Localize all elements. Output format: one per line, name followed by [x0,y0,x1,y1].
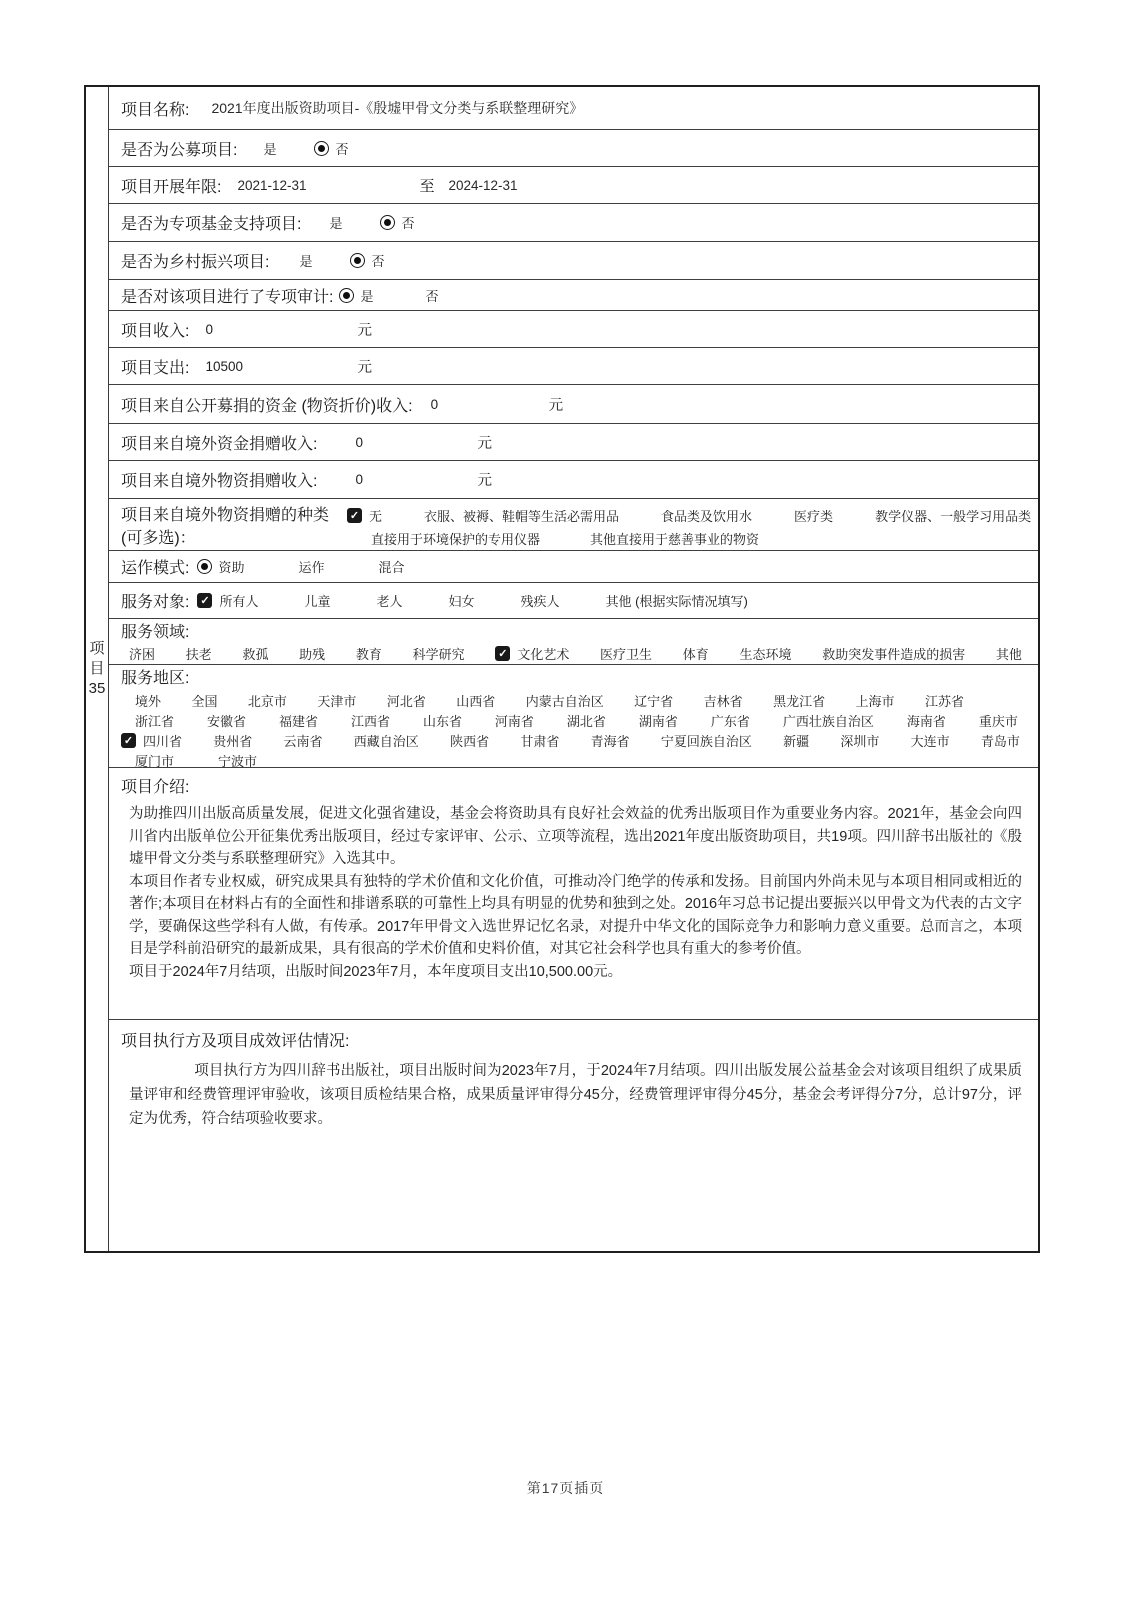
option [840,731,879,750]
option-label: 江苏省 [924,693,964,709]
option [413,644,465,663]
option [856,691,895,710]
option [521,591,560,610]
radio-selected-icon [314,141,329,156]
option [822,644,965,663]
option-label: 食品类及饮用水 [661,509,753,524]
service-target-label: 服务对象: [121,594,190,611]
option-label: 湖南省 [638,713,678,729]
side-label-project-35 [86,87,109,1251]
option-selected [197,557,244,576]
option [911,731,950,750]
option [207,711,246,730]
side-label-char: 项 [89,640,105,657]
option-label: 上海市 [855,693,895,709]
option-label: 生态环境 [739,647,792,662]
option [591,731,630,750]
option-label: 广东省 [710,713,750,729]
option-selected [380,213,414,232]
goods-types-options-block [335,504,1032,550]
period-label: 项目开展年限: [121,178,222,196]
option [424,506,619,525]
option [520,731,559,750]
option-label: 山西省 [456,693,496,709]
option-label: 直接用于环境保护的专用仪器 [371,532,541,547]
option-label: 广西壮族自治区 [782,713,874,729]
option-label: 山东省 [422,713,462,729]
option [783,711,874,730]
overseas-fund-value: 0 [355,434,363,450]
option [135,691,161,710]
option [191,691,217,710]
option-checked [121,731,182,750]
option-label: 是 [329,216,343,231]
option [242,644,268,663]
side-label-char: 目 [89,660,105,677]
radio-dot [318,145,325,152]
option-label: 青岛市 [980,733,1020,749]
radio-selected-icon [339,288,354,303]
service-target-options [197,591,747,610]
row-is-public-fundraising [109,130,1038,167]
option-label: 境外 [135,693,162,709]
option-label: 湖北省 [566,713,606,729]
option-label: 运作 [298,560,325,575]
option [135,751,174,769]
special-fund-options [329,213,414,232]
option [639,711,678,730]
option-label: 其他直接用于慈善事业的物资 [590,532,760,547]
public-donation-value: 0 [430,396,439,412]
option-label: 吉林省 [703,693,743,709]
project-name-label: 项目名称: [121,101,190,119]
option-label: 黑龙江省 [773,693,826,709]
option-label: 残疾人 [520,594,560,609]
option [875,506,1031,525]
option-label: 教学仪器、一般学习用品类 [875,509,1032,524]
option [783,731,809,750]
option [298,557,324,576]
option-label: 扶老 [185,647,212,662]
row-service-area [109,665,1038,768]
option-label: 其他 [995,647,1022,662]
checkbox-checked-icon: ✓ [495,646,510,661]
option-label: 妇女 [448,594,475,609]
option [590,529,759,548]
option-label: 否 [371,254,385,269]
option [186,644,212,663]
checkbox-checked-icon: ✓ [347,508,362,523]
side-label-number: 35 [88,680,106,697]
special-fund-label: 是否为专项基金支持项目: [121,216,302,233]
option [495,711,534,730]
row-overseas-goods-types [109,499,1038,551]
option-label: 科学研究 [412,647,465,662]
service-area-line-4 [121,750,1026,768]
option [378,557,404,576]
option-label: 老人 [376,594,403,609]
option [606,591,748,610]
goods-types-label-line2: (可多选)： [121,530,196,547]
row-rural-revitalization [109,242,1038,280]
audit-options [339,286,438,305]
option [371,529,540,548]
service-area-label: 服务地区: [121,670,190,687]
form-main-column [109,87,1038,1251]
expense-label: 项目支出: [121,359,190,377]
option [449,591,475,610]
option [526,691,604,710]
option-label: 河北省 [386,693,426,709]
option-selected [339,286,373,305]
radio-dot [354,257,361,264]
option-label: 儿童 [304,594,331,609]
option [704,691,743,710]
option-checked [347,506,382,525]
operation-mode-label: 运作模式: [121,560,190,577]
row-special-audit [109,280,1038,311]
project-name-value: 2021年度出版资助项目-《殷墟甲骨文分类与系联整理研究》 [211,100,584,116]
option-label: 否 [335,141,349,157]
row-service-target [109,583,1038,619]
option-label: 衣服、被褥、鞋帽等生活必需用品 [424,509,620,524]
service-area-line-1 [121,690,1026,710]
radio-selected-icon [350,253,365,268]
is-public-label: 是否为公募项目: [121,141,238,159]
option-label: 重庆市 [978,713,1018,729]
option-label: 福建省 [278,713,318,729]
option [711,711,750,730]
radio-selected-icon [380,215,395,230]
is-public-options [263,139,348,158]
option-label: 贵州省 [213,733,253,749]
option-label: 所有人 [219,594,259,609]
row-project-period [109,167,1038,204]
goods-types-label-block [121,504,335,550]
option-label: 安徽省 [206,713,246,729]
option [248,691,287,710]
option-label: 全国 [191,693,218,709]
option-label: 济困 [129,647,156,662]
row-project-name [109,87,1038,130]
option [351,711,390,730]
option-checked [197,591,258,610]
option-label: 海南省 [906,713,946,729]
period-to-label: 至 [419,177,435,195]
option-label: 内蒙古自治区 [525,693,604,709]
public-donation-unit: 元 [548,397,564,414]
row-public-donation-income [109,385,1038,424]
option [567,711,606,730]
radio-dot [201,563,208,570]
period-end-date: 2024-12-31 [448,177,518,193]
page-number-footer: 第17页插页 [526,1480,605,1496]
option [387,691,426,710]
option [135,711,174,730]
option-label: 浙江省 [135,713,175,729]
evaluation-paragraph: 项目执行方为四川辞书出版社，项目出版时间为2023年7月，于2024年7月结项。四川出版发展公益基金会对该项目组织了成果质量评审和经费管理评审验收，该项目质检结果合格，成果质量评审得分45分，经费管理评审得分45分，基金会考评得分7分，总计97分，评定为优秀，符合结项验收要求。 [129,1063,1022,1127]
option [925,691,964,710]
row-evaluation [109,1020,1038,1251]
option-label: 无 [369,509,383,524]
option [279,711,318,730]
option-label: 其他 (根据实际情况填写) [605,594,748,609]
option-checked [495,644,569,663]
service-area-line-3 [121,730,1026,750]
option [329,213,342,232]
option [356,644,382,663]
option-selected [350,251,384,270]
option [794,506,833,525]
period-start-date: 2021-12-31 [237,177,307,193]
option-label: 新疆 [783,733,810,749]
option-label: 文化艺术 [517,647,570,662]
option-label: 医疗类 [794,509,834,524]
overseas-fund-unit: 元 [477,435,492,452]
option-label: 四川省 [143,733,183,749]
option [299,644,325,663]
overseas-goods-value: 0 [355,472,363,487]
checkbox-checked-icon: ✓ [121,733,136,748]
option-label: 江西省 [350,713,390,729]
option-label: 医疗卫生 [600,647,653,662]
option [218,751,257,769]
option-label: 青海省 [590,733,630,749]
overseas-goods-label: 项目来自境外物资捐赠收入: [121,473,318,490]
row-project-expense [109,348,1038,385]
option [600,644,652,663]
option [981,731,1020,750]
option [634,691,673,710]
public-donation-label: 项目来自公开募捐的资金 (物资折价)收入: [121,397,413,415]
option [213,731,252,750]
service-area-line-2 [121,710,1026,730]
goods-types-label-line1: 项目来自境外物资捐赠的种类 [121,507,330,524]
option-label: 天津市 [317,693,357,709]
option [661,731,752,750]
option-label: 陕西省 [450,733,490,749]
option-label: 云南省 [283,733,323,749]
service-field-options [121,643,1026,664]
option [661,506,752,525]
option [425,286,438,305]
option [907,711,946,730]
option [129,644,155,663]
row-special-fund [109,204,1038,242]
overseas-goods-unit: 元 [477,473,492,489]
intro-paragraph-3: 项目于2024年7月结项，出版时间2023年7月，本年度项目支出10,500.00元。 [129,963,623,980]
income-unit: 元 [357,322,372,339]
option-label: 是 [263,141,277,157]
option [299,251,312,270]
option [263,139,276,158]
option [683,644,709,663]
row-overseas-fund-income [109,424,1038,461]
radio-dot [343,292,350,299]
option-label: 宁夏回族自治区 [660,733,752,749]
overseas-fund-label: 项目来自境外资金捐赠收入: [121,435,318,453]
intro-paragraph-2: 本项目作者专业权威，研究成果具有独特的学术价值和文化价值，可推动冷门绝学的传承和发扬。目前国内外尚未见与本项目相同或相近的著作;本项目在材料占有的全面性和排谱系联的可靠性上均具有明显的优势和独到之处。2016年习总书记提出要振兴以甲骨文为代表的古文字学，要确保这些学科有人做，有传承。2017年甲骨文入选世界记忆名录，对提升中华文化的国际竞争力和影响力意义重要。总而言之，本项目是学科前沿研究的最新成果，具有很高的学术价值和史料价值，对其它社会科学也具有重大的参考价值。 [129,873,1022,957]
radio-selected-icon [197,559,212,574]
option-label: 北京市 [247,693,287,709]
row-service-field [109,619,1038,665]
option-label: 否 [425,288,439,304]
option-label: 教育 [355,647,382,662]
goods-types-options-line1 [347,504,1032,527]
option [284,731,323,750]
option-selected [314,139,348,158]
row-operation-mode [109,551,1038,583]
option-label: 厦门市 [135,753,175,768]
radio-dot [384,219,391,226]
goods-types-options-line2 [371,527,1026,550]
project-intro-label: 项目介绍: [121,779,190,796]
option [456,691,495,710]
option-label: 是 [299,254,313,269]
evaluation-label: 项目执行方及项目成效评估情况: [121,1033,350,1050]
option [450,731,489,750]
option [376,591,402,610]
option-label: 宁波市 [218,753,258,768]
option-label: 河南省 [494,713,534,729]
option-label: 甘肃省 [520,733,560,749]
option-label: 混合 [378,560,405,575]
intro-paragraph-1: 为助推四川出版高质量发展，促进文化强省建设，基金会将资助具有良好社会效益的优秀出版项目作为重要业务内容。2021年，基金会向四川省内出版单位公开征集优秀出版项目，经过专家评审、公示、立项等流程，选出2021年度出版资助项目，共19项。四川辞书出版社的《殷墟甲骨文分类与系联整理研究》入选其中。 [129,806,1022,867]
option-label: 大连市 [910,733,950,749]
option [317,691,356,710]
option-label: 辽宁省 [634,693,674,709]
option [423,711,462,730]
option-label: 救孤 [242,647,269,662]
option-label: 是 [360,288,374,304]
expense-value: 10500 [205,358,243,374]
row-overseas-goods-income [109,461,1038,499]
expense-unit: 元 [357,359,372,376]
option-label: 西藏自治区 [353,733,419,749]
option-label: 资助 [218,560,245,575]
option [996,644,1022,663]
row-project-intro [109,768,1038,1020]
row-project-income [109,311,1038,348]
option-label: 救助突发事件造成的损害 [822,647,966,662]
option-label: 助残 [299,647,326,662]
project-form-table [84,85,1040,1253]
rural-options [299,251,384,270]
checkbox-checked-icon: ✓ [197,593,212,608]
operation-mode-options [197,557,404,576]
option [354,731,419,750]
option [773,691,825,710]
income-value: 0 [205,321,213,337]
income-label: 项目收入: [121,322,190,340]
rural-label: 是否为乡村振兴项目: [121,254,270,271]
audit-label: 是否对该项目进行了专项审计: [121,288,334,306]
service-field-label: 服务领域: [121,624,190,641]
option-label: 体育 [682,647,709,662]
option [979,711,1018,730]
option-label: 深圳市 [840,733,880,749]
option [739,644,791,663]
option [304,591,330,610]
option-label: 否 [401,216,415,231]
